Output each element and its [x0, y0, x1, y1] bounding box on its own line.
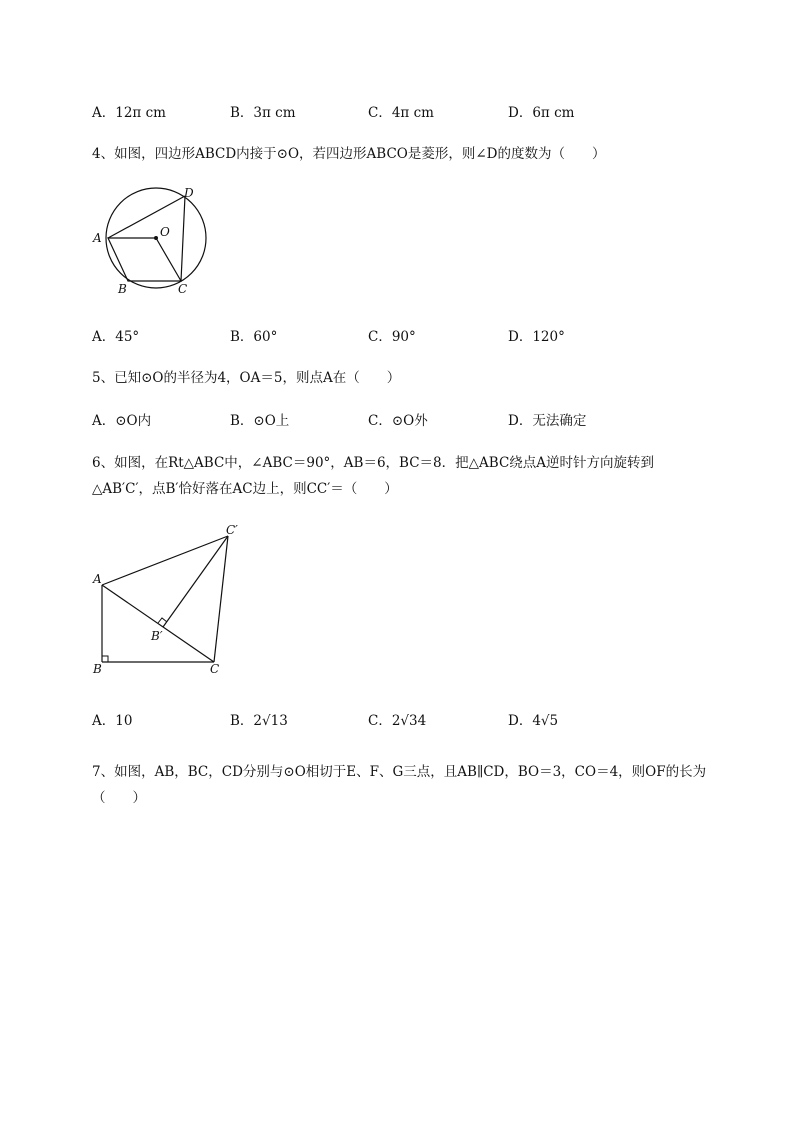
q4-stem: 4、如图，四边形ABCD内接于⊙O，若四边形ABCO是菱形，则∠D的度数为（ ）: [92, 146, 606, 162]
q5-options: [92, 409, 692, 429]
q4-figure: [90, 185, 215, 295]
q6-figure: [90, 520, 250, 680]
q6-stem-line-2: △AB′C′，点B′恰好落在AC边上，则CC′＝（ ）: [92, 481, 398, 497]
q6-label-b-prime: B′: [151, 629, 163, 643]
q6-label-a: A: [93, 572, 102, 586]
q4-option-d: D．120°: [508, 329, 565, 345]
q4-label-b: B: [118, 282, 127, 296]
q7-stem-line-1: 7、如图，AB，BC，CD分别与⊙O相切于E、F、G三点，且AB∥CD，BO＝3，CO＝4，则OF的长为: [92, 764, 707, 780]
q4-option-a: A．45°: [92, 329, 140, 345]
q4-label-a: A: [93, 231, 102, 245]
q3-option-b: B．3π cm: [230, 105, 296, 121]
q4-segment-ad: [108, 196, 185, 238]
q7-stem-line-2: （ ）: [92, 790, 146, 806]
q6-label-b: B: [93, 662, 102, 676]
q4-label-d: D: [184, 186, 194, 200]
q6-segment-ac-prime: [102, 536, 228, 585]
q5-option-d: D．无法确定: [508, 413, 587, 429]
q5-option-b: B．⊙O上: [230, 413, 290, 429]
q4-rhombus-abco: [108, 238, 181, 281]
q4-center-dot: [154, 236, 158, 240]
q3-option-a: A．12π cm: [92, 105, 166, 121]
q4-option-b: B．60°: [230, 329, 278, 345]
q5-option-c: C．⊙O外: [368, 413, 428, 429]
q6-segment-cc-prime: [214, 536, 228, 662]
q6-segment-ac: [102, 585, 214, 662]
q4-segment-dc: [181, 196, 185, 281]
q6-right-angle-b: [102, 656, 108, 662]
q6-label-c: C: [210, 662, 220, 676]
q6-option-c: C．2√34: [368, 713, 427, 729]
q6-segment-b-prime-c-prime: [163, 536, 228, 627]
q6-label-c-prime: C′: [226, 523, 238, 537]
q6-option-d: D．4√5: [508, 713, 559, 729]
q5-stem: 5、已知⊙O的半径为4，OA＝5，则点A在（ ）: [92, 370, 401, 386]
q4-option-c: C．90°: [368, 329, 416, 345]
q5-option-a: A．⊙O内: [92, 413, 152, 429]
q4-options: [92, 325, 692, 345]
q6-stem-line-1: 6、如图，在Rt△ABC中，∠ABC＝90°，AB＝6，BC＝8．把△ABC绕点A逆时针方向旋转到: [92, 455, 655, 471]
q4-label-o: O: [160, 225, 170, 239]
q4-label-c: C: [178, 282, 188, 296]
q3-option-d: D．6π cm: [508, 105, 575, 121]
q6-option-b: B．2√13: [230, 713, 288, 729]
q6-options: [92, 709, 692, 729]
q6-right-angle-b-prime: [158, 618, 167, 623]
q6-option-a: A．10: [92, 713, 133, 729]
q3-option-c: C．4π cm: [368, 105, 434, 121]
q3-options: [92, 101, 692, 121]
